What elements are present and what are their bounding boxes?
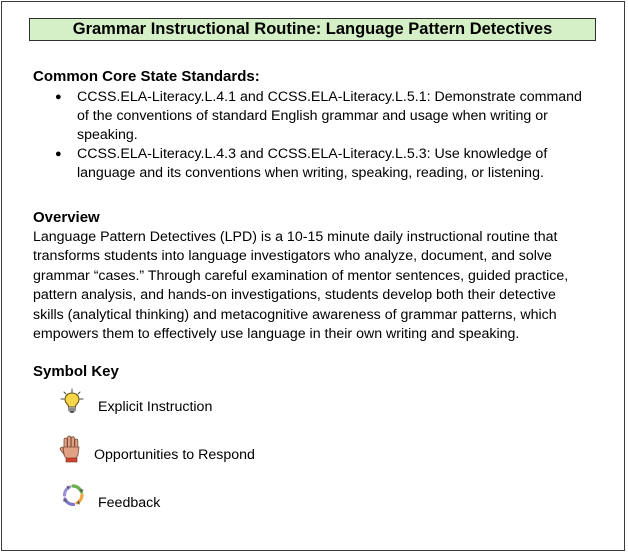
symbol-key-label: Opportunities to Respond (94, 447, 255, 463)
symbol-key-label: Feedback (98, 495, 161, 511)
standard-line: CCSS.ELA-Literacy.L.4.3 and CCSS.ELA-Literacy.L.5.3: Use knowledge of (77, 146, 548, 162)
raised-hand-icon (58, 434, 86, 464)
standards-list (33, 88, 603, 183)
bullet-icon: ● (55, 148, 62, 160)
symbol-key-item-feedback (60, 482, 160, 512)
feedback-cycle-icon (60, 482, 88, 512)
symbol-key-item-explicit-instruction (60, 388, 212, 418)
page-title: Grammar Instructional Routine: Language Pattern Detectives (29, 18, 596, 41)
overview-line: transforms students into language investigators who analyze, document, and solve (33, 248, 552, 265)
lightbulb-icon (60, 388, 88, 418)
symbol-key-item-opportunities-to-respond (58, 434, 255, 464)
overview-line: grammar “cases.” Through careful examination of mentor sentences, guided practice, (33, 267, 569, 284)
standard-line: language and its conventions when writing, speaking, reading, or listening. (77, 165, 544, 181)
overview-paragraph (33, 228, 608, 344)
standard-line: CCSS.ELA-Literacy.L.4.1 and CCSS.ELA-Literacy.L.5.1: Demonstrate command (77, 89, 582, 105)
overview-line: empowers them to effectively use language in their own writing and speaking. (33, 326, 520, 343)
overview-line: skills (analytical thinking) and metacognitive awareness of grammar patterns, which (33, 306, 557, 323)
standard-line: of the conventions of standard English grammar and usage when writing or (77, 108, 548, 124)
standard-item (33, 88, 603, 145)
standards-heading: Common Core State Standards: (33, 68, 260, 85)
bullet-icon: ● (55, 91, 62, 103)
overview-heading: Overview (33, 209, 100, 226)
standard-line: speaking. (77, 127, 138, 143)
overview-line: Language Pattern Detectives (LPD) is a 10-15 minute daily instructional routine that (33, 229, 558, 245)
standard-item (33, 145, 603, 183)
overview-line: pattern analysis, and hands-on investigations, students develop both their detective (33, 287, 556, 304)
symbol-key-heading: Symbol Key (33, 363, 119, 380)
symbol-key-label: Explicit Instruction (98, 399, 213, 415)
